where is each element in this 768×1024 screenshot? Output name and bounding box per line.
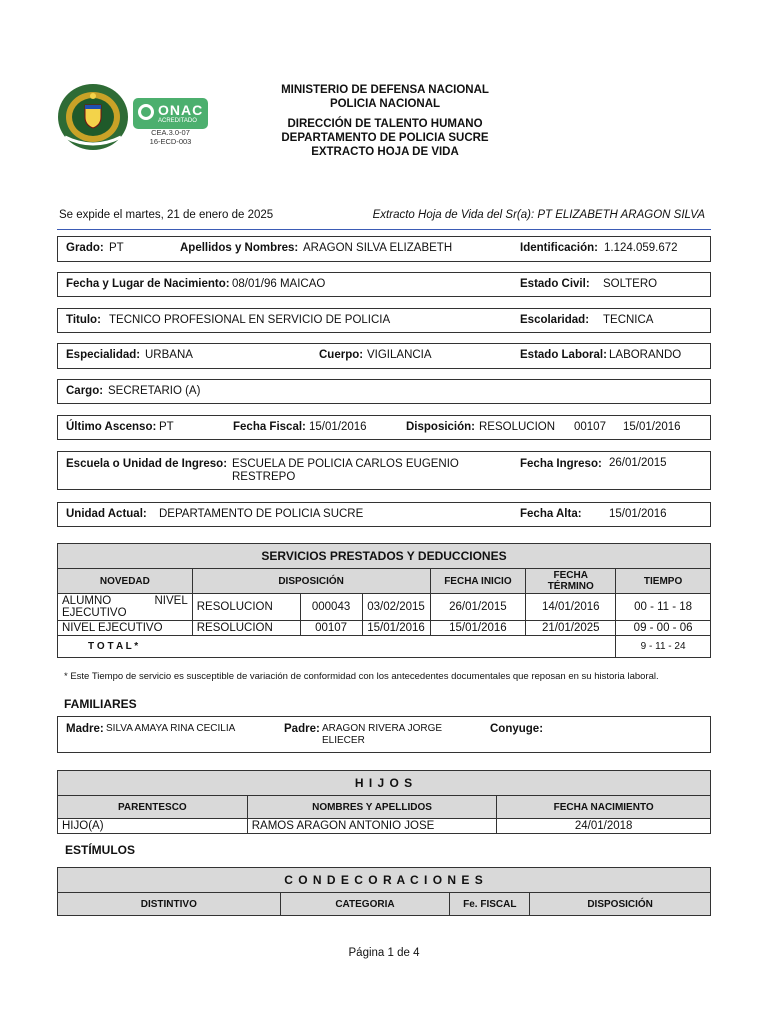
row-grado: Grado: PT Apellidos y Nombres: ARAGON SILVA ELIZABETH Identificación: 1.124.059.672 bbox=[57, 236, 711, 262]
col-tiempo: TIEMPO bbox=[616, 569, 711, 594]
row-escuela: Escuela o Unidad de Ingreso: ESCUELA DE POLICIA CARLOS EUGENIO RESTREPO Fecha Ingreso: 26/01/2015 bbox=[57, 451, 711, 490]
table-row: ALUMNO NIVEL EJECUTIVO RESOLUCION 000043 03/02/2015 26/01/2015 14/01/2016 00 - 11 - 18 bbox=[58, 594, 711, 621]
header-direction: DIRECCIÓN DE TALENTO HUMANO bbox=[287, 118, 483, 130]
extract-subject: Extracto Hoja de Vida del Sr(a): PT ELIZABETH ARAGON SILVA bbox=[372, 209, 705, 221]
familiares-title: FAMILIARES bbox=[64, 697, 137, 711]
total-row: T O T A L * 9 - 11 - 24 bbox=[58, 636, 711, 658]
row-nacimiento: Fecha y Lugar de Nacimiento: 08/01/96 MAICAO Estado Civil: SOLTERO bbox=[57, 272, 711, 297]
condecoraciones-title: C O N D E C O R A C I O N E S bbox=[58, 868, 711, 893]
hijos-title: H I J O S bbox=[58, 771, 711, 796]
table-row: HIJO(A) RAMOS ARAGON ANTONIO JOSE 24/01/2018 bbox=[58, 819, 711, 834]
row-cargo: Cargo: SECRETARIO (A) bbox=[57, 379, 711, 404]
hijos-table: H I J O S PARENTESCO NOMBRES Y APELLIDOS FECHA NACIMIENTO HIJO(A) RAMOS ARAGON ANTONIO JOSE 24/01/2018 bbox=[57, 770, 711, 834]
page-number: Página 1 de 4 bbox=[348, 947, 420, 959]
servicios-title: SERVICIOS PRESTADOS Y DEDUCCIONES bbox=[58, 544, 711, 569]
col-fecha-inicio: FECHA INICIO bbox=[430, 569, 526, 594]
col-disposicion: DISPOSICIÓN bbox=[192, 569, 430, 594]
col-novedad: NOVEDAD bbox=[58, 569, 193, 594]
document-header bbox=[250, 83, 520, 159]
police-seal-logo bbox=[55, 81, 131, 153]
header-doc-title: EXTRACTO HOJA DE VIDA bbox=[311, 146, 459, 158]
onac-badge bbox=[133, 98, 208, 129]
onac-icon bbox=[138, 104, 154, 120]
row-titulo: Titulo: TECNICO PROFESIONAL EN SERVICIO DE POLICIA Escolaridad: TECNICA bbox=[57, 308, 711, 333]
col-fecha-termino: FECHA TÉRMINO bbox=[526, 569, 616, 594]
onac-text: ONAC bbox=[158, 102, 204, 118]
header-ministry: MINISTERIO DE DEFENSA NACIONAL bbox=[281, 84, 489, 96]
row-ascenso: Último Ascenso: PT Fecha Fiscal: 15/01/2016 Disposición: RESOLUCION 00107 15/01/2016 bbox=[57, 415, 711, 440]
row-unidad: Unidad Actual: DEPARTAMENTO DE POLICIA SUCRE Fecha Alta: 15/01/2016 bbox=[57, 502, 711, 527]
estimulos-title: ESTÍMULOS bbox=[65, 843, 136, 857]
divider-rule bbox=[57, 229, 711, 230]
condecoraciones-table: C O N D E C O R A C I O N E S DISTINTIVO CATEGORIA Fe. FISCAL DISPOSICIÓN bbox=[57, 867, 711, 916]
cell-novedad: ALUMNO NIVEL EJECUTIVO bbox=[58, 594, 193, 621]
row-familiares: Madre: SILVA AMAYA RINA CECILIA Padre: ARAGON RIVERA JORGE ELIECER Conyuge: bbox=[57, 716, 711, 753]
issue-date: Se expide el martes, 21 de enero de 2025 bbox=[59, 209, 274, 221]
servicios-table bbox=[57, 543, 711, 658]
service-note: * Este Tiempo de servicio es susceptible de variación de conformidad con los antecedentes documentales que reposan en su historia laboral. bbox=[64, 671, 659, 682]
onac-subtext: ACREDITADO bbox=[158, 118, 197, 124]
header-department: DEPARTAMENTO DE POLICIA SUCRE bbox=[281, 132, 489, 144]
row-especialidad: Especialidad: URBANA Cuerpo: VIGILANCIA Estado Laboral: LABORANDO bbox=[57, 343, 711, 369]
table-row: NIVEL EJECUTIVO RESOLUCION 00107 15/01/2016 15/01/2016 21/01/2025 09 - 00 - 06 bbox=[58, 621, 711, 636]
onac-cert: CEA.3.0-07 16-ECD-003 bbox=[149, 128, 192, 146]
header-police: POLICIA NACIONAL bbox=[329, 98, 441, 110]
